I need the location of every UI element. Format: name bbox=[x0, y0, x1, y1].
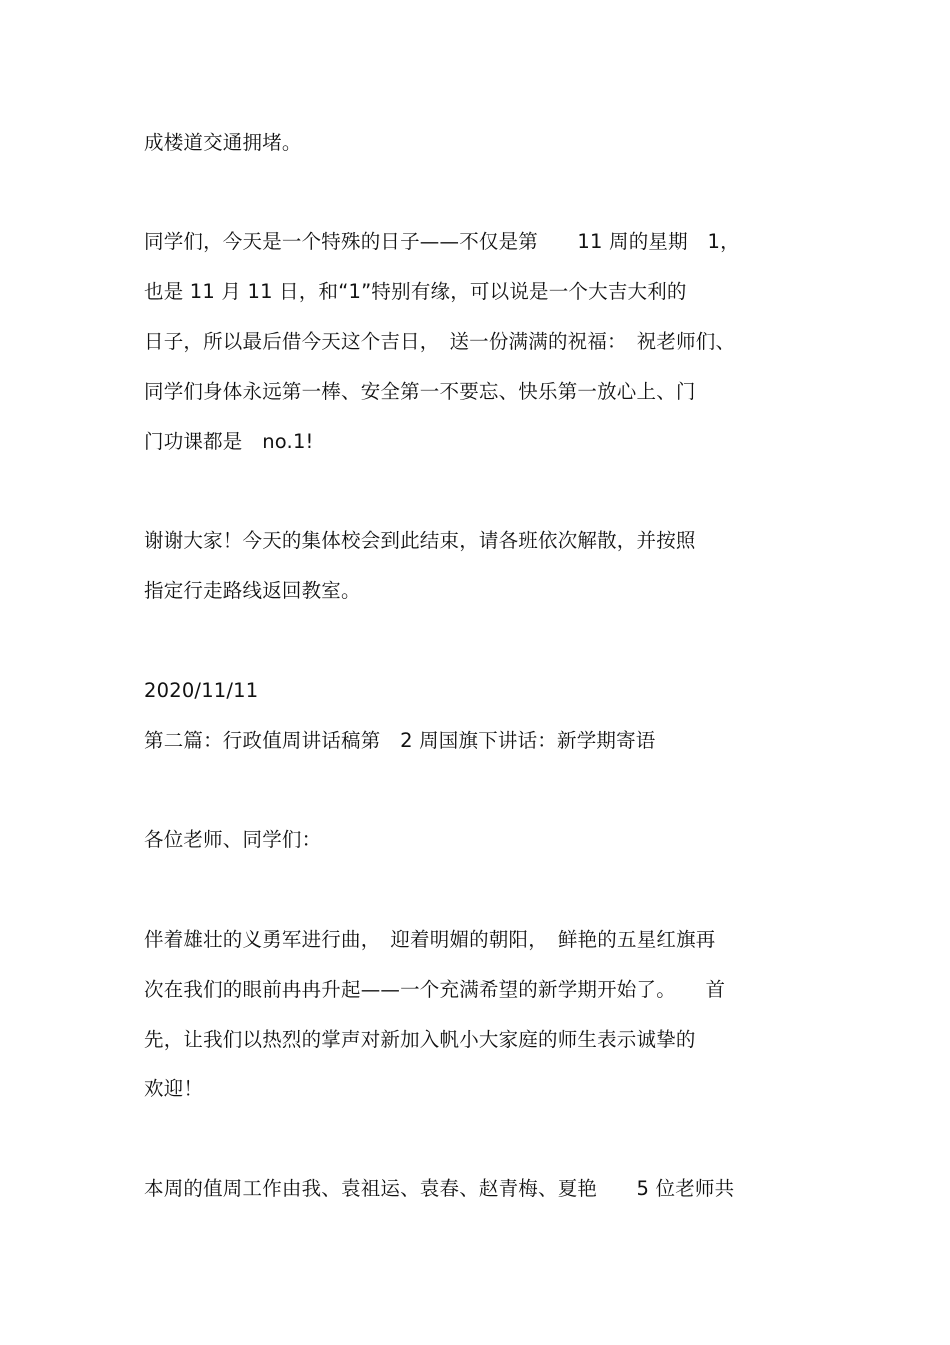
text-line: 本周的值周工作由我、袁祖运、袁春、赵青梅、夏艳 5 位老师共 bbox=[144, 1177, 735, 1200]
text-line: 指定行走路线返回教室。 bbox=[144, 579, 361, 602]
text-line: 门功课都是 no.1! bbox=[144, 430, 314, 453]
text-line: 谢谢大家！今天的集体校会到此结束，请各班依次解散，并按照 bbox=[144, 529, 696, 552]
text-line: 同学们身体永远第一棒、安全第一不要忘、快乐第一放心上、门 bbox=[144, 380, 696, 403]
text-line: 也是 11 月 11 日，和“1”特别有缘，可以说是一个大吉大利的 bbox=[144, 280, 687, 303]
text-line: 日子，所以最后借今天这个吉日， 送一份满满的祝福： 祝老师们、 bbox=[144, 330, 736, 353]
date-line: 2020/11/11 bbox=[144, 679, 259, 702]
text-line: 伴着雄壮的义勇军进行曲， 迎着明媚的朝阳， 鲜艳的五星红旗再 bbox=[144, 928, 716, 951]
text-line: 欢迎！ bbox=[144, 1077, 204, 1100]
text-line: 成楼道交通拥堵。 bbox=[144, 131, 302, 154]
section-title: 第二篇：行政值周讲话稿第 2 周国旗下讲话：新学期寄语 bbox=[144, 729, 656, 752]
text-line: 次在我们的眼前冉冉升起——一个充满希望的新学期开始了。 首 bbox=[144, 978, 726, 1001]
text-line: 同学们，今天是一个特殊的日子——不仅是第 11 周的星期 1， bbox=[144, 230, 740, 253]
text-line: 先，让我们以热烈的掌声对新加入帆小大家庭的师生表示诚挚的 bbox=[144, 1028, 696, 1051]
salutation: 各位老师、同学们： bbox=[144, 828, 322, 851]
